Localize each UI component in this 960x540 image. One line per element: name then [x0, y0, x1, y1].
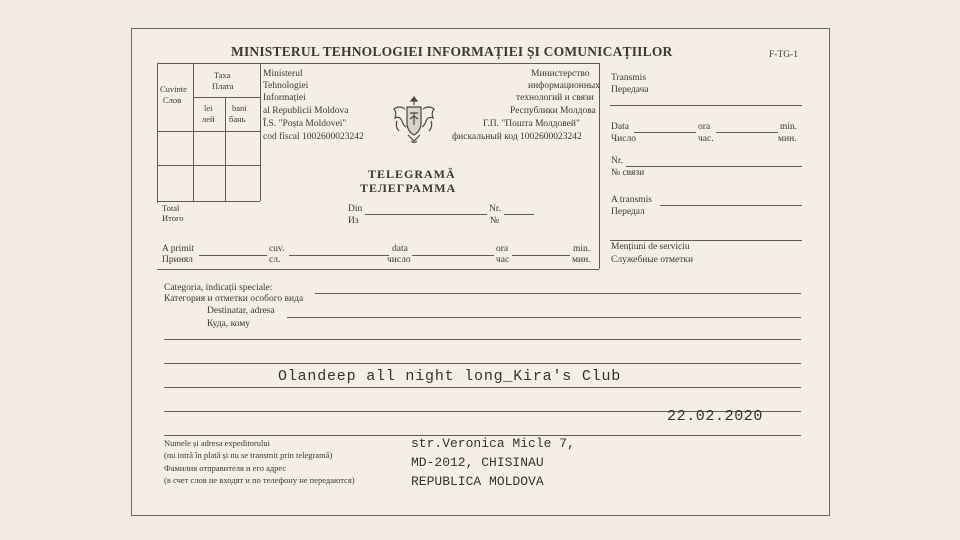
sl-label: сл.: [269, 255, 281, 265]
peredal-label: Передал: [611, 207, 645, 217]
destinatar-field[interactable]: [287, 317, 801, 318]
a-transmis-field[interactable]: [660, 205, 802, 206]
block-top-line: [157, 63, 600, 64]
right-ora-field[interactable]: [716, 132, 778, 133]
kategoriya-label: Категория и отметки особого вида: [164, 294, 304, 304]
a-primit-field[interactable]: [199, 255, 267, 256]
message-date: 22.02.2020: [667, 408, 764, 425]
sender-address-line2: MD-2012, CHISINAU: [411, 455, 544, 470]
prinyal-label: Принял: [162, 255, 193, 265]
sender-address-line1: str.Veronica Micle 7,: [411, 436, 575, 451]
grid-line: [225, 97, 226, 201]
lei-label: lei: [204, 103, 213, 113]
org-ru-line5: Г.П. "Пошта Молдовей": [483, 119, 580, 129]
cuv-field[interactable]: [289, 255, 389, 256]
bani-label: bani: [232, 103, 247, 113]
coat-of-arms-icon: [391, 91, 437, 151]
sender-label-ru: Фамилия отправителя и его адрес: [164, 463, 287, 473]
transmis-field[interactable]: [610, 105, 802, 106]
grid-line: [157, 201, 260, 202]
body-line: [164, 339, 801, 340]
sender-address-line3: REPUBLICA MOLDOVA: [411, 474, 544, 489]
cuvinte-label: Cuvinte: [160, 84, 187, 94]
peredacha-label: Передача: [611, 85, 649, 95]
telegram-title-ru: ТЕЛЕГРАММА: [360, 181, 457, 195]
min-label: min.: [573, 244, 591, 254]
sluzhebnye-label: Служебные отметки: [611, 255, 694, 265]
nr-field[interactable]: [504, 214, 534, 215]
chas-label: час: [496, 255, 510, 265]
org-ru-line4: Республики Молдова: [510, 106, 596, 116]
block-left-line: [157, 63, 158, 203]
grid-line: [193, 97, 260, 98]
a-transmis-label: A transmis: [611, 195, 652, 205]
categoria-label: Categoria, indicații speciale:: [164, 283, 273, 293]
plata-label: Плата: [212, 81, 234, 91]
right-ora-label: ora: [698, 122, 711, 132]
categoria-field[interactable]: [315, 293, 801, 294]
block-right-line: [599, 63, 600, 269]
org-ro-line2: Tehnologiei: [263, 81, 309, 91]
right-nr-label: Nr.: [611, 156, 623, 166]
body-line: [164, 363, 801, 364]
destinatar-label: Destinatar, adresa: [207, 306, 275, 316]
grid-line: [260, 63, 261, 201]
min-ru-label: мин.: [572, 255, 591, 265]
right-data-label: Data: [611, 122, 629, 132]
sender-note-ru: (в счет слов не входят и по телефону не передаются): [164, 475, 355, 485]
form-title: MINISTERUL TEHNOLOGIEI INFORMAȚIEI ȘI COMUNICAȚIILOR: [231, 44, 673, 59]
ora-label: ora: [496, 244, 509, 254]
org-ru-line6: фискальный код 1002600023242: [452, 132, 582, 142]
data-label: data: [392, 244, 408, 254]
ora-field[interactable]: [512, 255, 570, 256]
nr-svyazi-label: № связи: [611, 168, 645, 178]
form-code: F-TG-1: [769, 50, 799, 60]
taxa-label: Taxa: [214, 70, 231, 80]
total-label: Total: [162, 203, 180, 213]
right-min-ru-label: мин.: [778, 134, 797, 144]
cuv-label: cuv.: [269, 244, 285, 254]
nr-label: Nr.: [489, 204, 501, 214]
org-ro-line3: Informației: [263, 93, 306, 103]
sender-note-ro: (nu intră în plată și nu se transmit prin telegramă): [164, 450, 333, 460]
body-line: [164, 387, 801, 388]
right-blank-line: [610, 240, 802, 241]
a-primit-label: A primit: [162, 244, 194, 254]
telegram-title-ro: TELEGRAMĂ: [368, 167, 456, 181]
grid-line: [193, 63, 194, 201]
right-min-label: min.: [780, 122, 798, 132]
bani-ru-label: бань: [229, 114, 246, 124]
iz-label: Из: [348, 216, 359, 226]
message-text: Olandeep all night long_Kira's Club: [278, 368, 622, 385]
block-bottom-line: [157, 269, 599, 270]
data-field[interactable]: [412, 255, 494, 256]
right-chislo-label: Число: [611, 134, 636, 144]
kuda-label: Куда, кому: [207, 319, 251, 329]
right-nr-field[interactable]: [626, 166, 802, 167]
org-ro-line1: Ministerul: [263, 69, 303, 79]
lei-ru-label: лей: [202, 114, 215, 124]
mentiuni-label: Mențiuni de serviciu: [611, 242, 690, 252]
org-ro-line5: Î.S. "Poșta Moldovei": [263, 119, 347, 129]
right-chas-label: час.: [698, 134, 714, 144]
total-ru-label: Итого: [162, 213, 184, 223]
grid-line: [157, 131, 260, 132]
transmis-label: Transmis: [611, 73, 647, 83]
chislo-label: число: [387, 255, 411, 265]
sender-label-ro: Numele și adresa expeditorului: [164, 438, 270, 448]
grid-line: [157, 165, 260, 166]
din-label: Din: [348, 204, 363, 214]
din-field[interactable]: [365, 214, 487, 215]
org-ru-line2: информационных: [528, 81, 601, 91]
org-ru-line1: Министерство: [531, 69, 590, 79]
right-data-field[interactable]: [634, 132, 696, 133]
org-ro-line4: al Republicii Moldova: [263, 106, 349, 116]
org-ru-line3: технологий и связи: [516, 93, 594, 103]
telegram-form: [131, 28, 830, 516]
org-ro-line6: cod fiscal 1002600023242: [263, 132, 364, 142]
slov-label: Слов: [163, 95, 182, 105]
nr-ru-label: №: [490, 216, 500, 226]
